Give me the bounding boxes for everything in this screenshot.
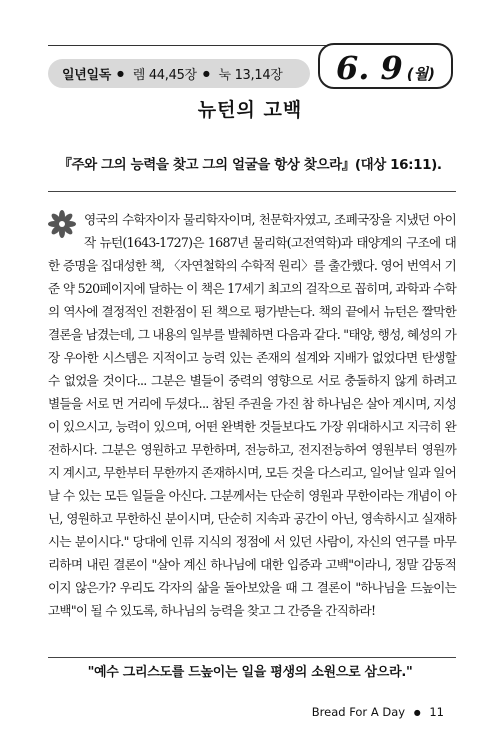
- divider-top: [48, 191, 456, 192]
- article-text: 영국의 수학자이자 물리학자이며, 천문학자였고, 조폐국장을 지냈던 아이작 뉴턴(1643-1727)은 1687년 물리학(고전역학)과 태양계의 구조에 대한 증명을 집대성한 책, 〈자연철학의 수학적 원리〉를 출간했다. 영어 번역서 기준 약 520페이지에 달하는 이 책은 17세기 최고의 걸작으로 꼽히며, 과학과 수학의 역사에 결정적인 전환점이 된 책으로 평가받는다. 책의 끝에서 뉴턴은 짤막한 결론을 남겼는데, 그 내용의 일부를 발췌하면 다음과 같다. "태양, 행성, 혜성의 가장 우아한 시스템은 지적이고 능력 있는 존재의 설계와 지배가 없었다면 탄생할 수 없었을 것이다... 그분은 별들이 중력의 영향으로 서로 충돌하지 않게 하려고 별들을 서로 먼 거리에 두셨다... 참된 주권을 가진 참 하나님은 살아 계시며, 지성이 있으시고, 능력이 있으며, 어떤 완벽한 것들보다도 가장 위대하시고 지극히 완전하시다. 그분은 영원하고 무한하며, 전능하고, 전지전능하여 영원부터 영원까지 계시고, 무한부터 무한까지 존재하시며, 모든 것을 다스리고, 일어날 일과 일어날 수 있는 모든 일들을 아신다. 그분께서는 단순히 영원과 무한이라는 개념이 아닌, 영원하고 무한하신 분이시며, 단순히 지속과 공간이 아닌, 영속하시고 실재하시는 분이시다." 당대에 인류 지식의 정점에 서 있던 사람이, 자신의 연구를 마무리하며 내린 결론이 "살아 계신 하나님에 대한 입증과 고백"이라니, 정말 감동적이지 않은가? 우리도 각자의 삶을 돌아보았을 때 그 결론이 "하나님을 드높이는 고백"이 될 수 있도록, 하나님의 능력을 찾고 그 간증을 간직하라!: [48, 212, 456, 618]
- weekday: (월): [406, 65, 435, 83]
- page-title: 뉴턴의 고백: [197, 99, 303, 121]
- date: 6. 9: [335, 49, 403, 87]
- scripture-verse: 『주와 그의 능력을 찾고 그의 얼굴을 항상 찾으라』(대상 16:11).: [58, 157, 442, 173]
- bullet-icon: ●: [413, 708, 421, 717]
- bullet-icon: ●: [117, 69, 124, 78]
- reading-1: 렘 44,45장: [132, 68, 197, 83]
- reading-plan-title: 일년일독: [62, 68, 112, 83]
- article-body: [48, 208, 456, 622]
- page-footer: [312, 705, 444, 719]
- flower-icon: [48, 209, 76, 239]
- reading-2: 눅 13,14장: [218, 68, 283, 83]
- date-box: [318, 43, 453, 89]
- page-number: 11: [429, 705, 444, 719]
- closing-slogan: "예수 그리스도를 드높이는 일을 평생의 소원으로 삼으라.": [87, 665, 413, 680]
- reading-plan-pill: [48, 59, 310, 88]
- divider-bottom: [48, 657, 456, 658]
- bullet-icon: ●: [202, 69, 210, 78]
- book-title: Bread For A Day: [311, 705, 406, 719]
